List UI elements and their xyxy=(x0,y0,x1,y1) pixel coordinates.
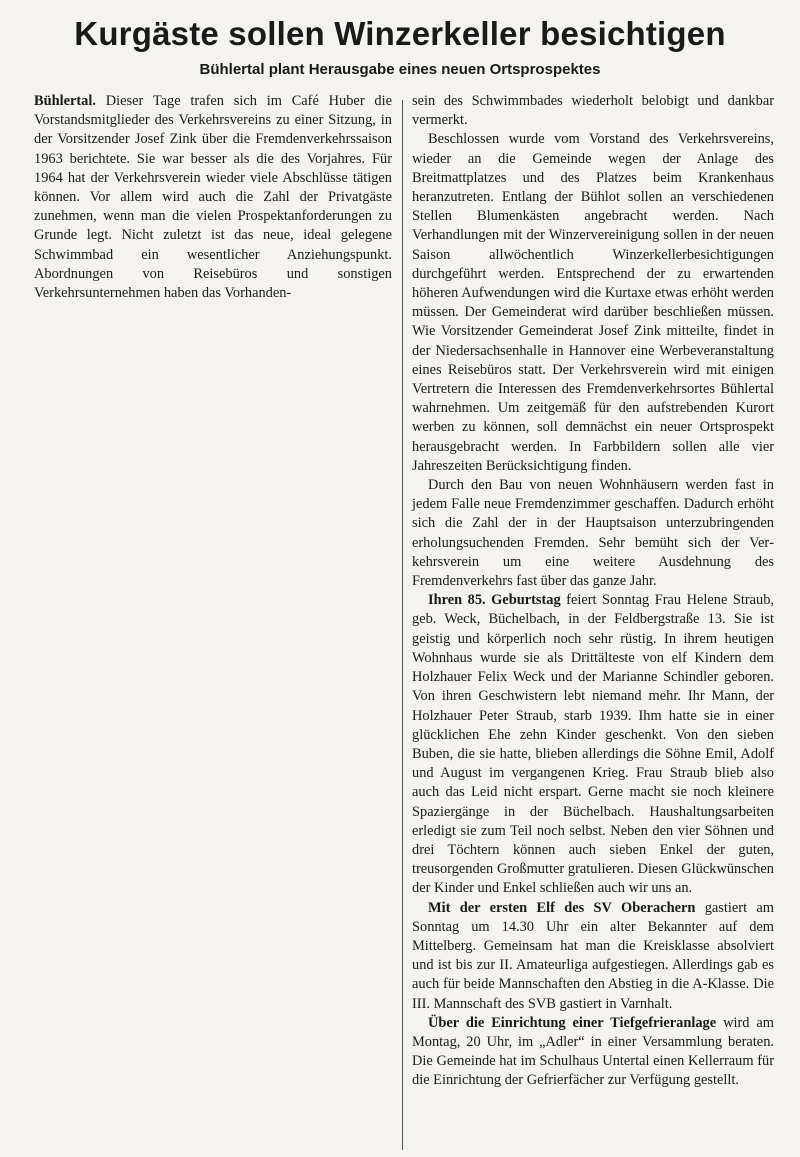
news-item-freezer xyxy=(412,1014,774,1091)
dateline: Bühlertal. xyxy=(34,93,96,109)
headline: Kurgäste sollen Winzerkeller besichtigen xyxy=(74,15,726,52)
news-item-freezer-lead: Über die Einrichtung einer Tiefgefrieranlage xyxy=(428,1014,717,1031)
news-item-football xyxy=(412,899,774,1014)
news-item-football-text: gastiert am Sonntag um 14.30 Uhr ein alter Bekannter auf dem Mittelberg. Gemeinsam hat man die Kreisklasse absolviert und ist bis zur II. Amateurliga aufgestiegen. Allerdings gab es auch für beide Mannschaften den Abstieg in die A-Klasse. Die III. Mannschaft des SVB gastiert in Varnhalt. xyxy=(412,899,775,1012)
news-item-birthday-text: feiert Sonntag Frau Helene Straub, geb. Weck, Büchelbach, in der Feldbergstraße 13. Sie ist geistig und körperlich noch sehr rüstig. In ihrem heutigen Wohnhaus wurde sie als Drittälteste von elf Kindern dem Holzhauer Felix Weck und der Marianne Schindler geboren. Von ihren Geschwistern lebt niemand mehr. Ihr Mann, der Holzhauer Peter Straub, starb 1939. Ihm hatte sie in einer glücklichen Ehe zehn Kinder geschenkt. Von den sieben Buben, die sie hatte, blieben allerdings die Söhne Emil, Adolf und August im vergangenen Krieg. Frau Straub blieb also auch das Leid nicht erspart. Gerne macht sie noch kleinere Spaziergänge in der Büchelbach. Haushaltungsarbeiten erledigt sie zum Teil noch selbst. Neben den vier Söhnen und drei Töchtern können auch sieben Enkel der guten, treusorgenden Großmutter gratulieren. Diesen Glückwünschen der Kinder und Enkel schließen auch wir uns an. xyxy=(412,592,775,897)
news-item-football-lead: Mit der ersten Elf des SV Oberachern xyxy=(428,899,696,916)
left-column xyxy=(34,92,392,303)
subheadline: Bühlertal plant Herausgabe eines neuen Ortsprospektes xyxy=(199,61,601,78)
paragraph-continuation: sein des Schwimmbades wiederholt belobigt und dankbar vermerkt. xyxy=(412,93,774,129)
paragraph-intro-text: Dieser Tage trafen sich im Café Huber die Vorstandsmitglieder des Verkehrsvereins zu einer Sitzung, in der Vorsitzender Josef Zink über die Fremdenverkehrssaison 1963 berichtete. Sie war besser als die des Vorjahres. Für 1964 hat der Verkehrsverein wieder viele Abschlüsse tätigen können. Vor allem wird auch die Zahl der Privatgäste zunehmen, wenn man die vielen Prospektanforderungen zu Grunde legt. Nicht zuletzt ist das neue, ideal gelegene Schwimmbad ein wesentlicher Anziehungspunkt. Abordnungen von Reisebüros und sonstigen Verkehrsunternehmen haben das Vorhanden- xyxy=(34,93,392,302)
paragraph-board-decisions: Beschlossen wurde vom Vorstand des Verkehrsvereins, wieder an die Gemeinde wegen der Anlage des Breitmattplatzes und des Platzes beim Krankenhaus heranzutreten. Entlang der Bühlot sollen an verschiedenen Stellen Blumenkästen angebracht werden. Nach Verhandlungen mit der Winzervereinigung sollen in der neuen Saison allwöchentlich Winzerkellerbesichtigungen durchgeführt werden. Entsprechend der zu erwartenden höheren Aufwendungen wird die Kurtaxe etwas erhöht werden müssen. Der Gemeinderat wird darüber beschließen müssen. Wie Vorsitzender Gemeinderat Josef Zink mitteilte, findet in der Niedersachsenhalle in Hannover eine Werbeveranstaltung eines Reisebüros statt. Der Verkehrsverein wird mit einigen Vertretern die Interessen des Fremdenverkehrsortes Bühlertal wahrnehmen. Um zeitgemäß für den aufstrebenden Kurort werben zu können, soll demnächst ein neuer Ortsprospekt herausgebracht werden. In Farbbildern sollen alle vier Jahreszeiten Berücksichtigung finden. xyxy=(412,131,774,474)
news-item-birthday-lead: Ihren 85. Geburtstag xyxy=(428,592,561,609)
paragraph-intro xyxy=(34,92,392,303)
paragraph-new-housing: Durch den Bau von neuen Wohnhäusern werden fast in jedem Falle neue Fremdenzimmer geschaffen. Dadurch erhöht sich die Zahl der in der Hauptsaison unterzubringenden erholungsuchenden Fremden. Sehr bemüht sich der Verkehrsverein um eine weitere Ausdehnung des Fremdenverkehrs fast über das ganze Jahr. xyxy=(412,477,774,590)
news-item-freezer-text: wird am Montag, 20 Uhr, im „Adler“ in einer Versammlung beraten. Die Gemeinde hat im Schulhaus Untertal einen Kellerraum für die Einrichtung der Gefrierfächer zur Verfügung gestellt. xyxy=(412,1014,774,1089)
column-divider xyxy=(402,100,403,1150)
news-item-birthday xyxy=(412,591,774,898)
right-column xyxy=(412,92,774,1091)
